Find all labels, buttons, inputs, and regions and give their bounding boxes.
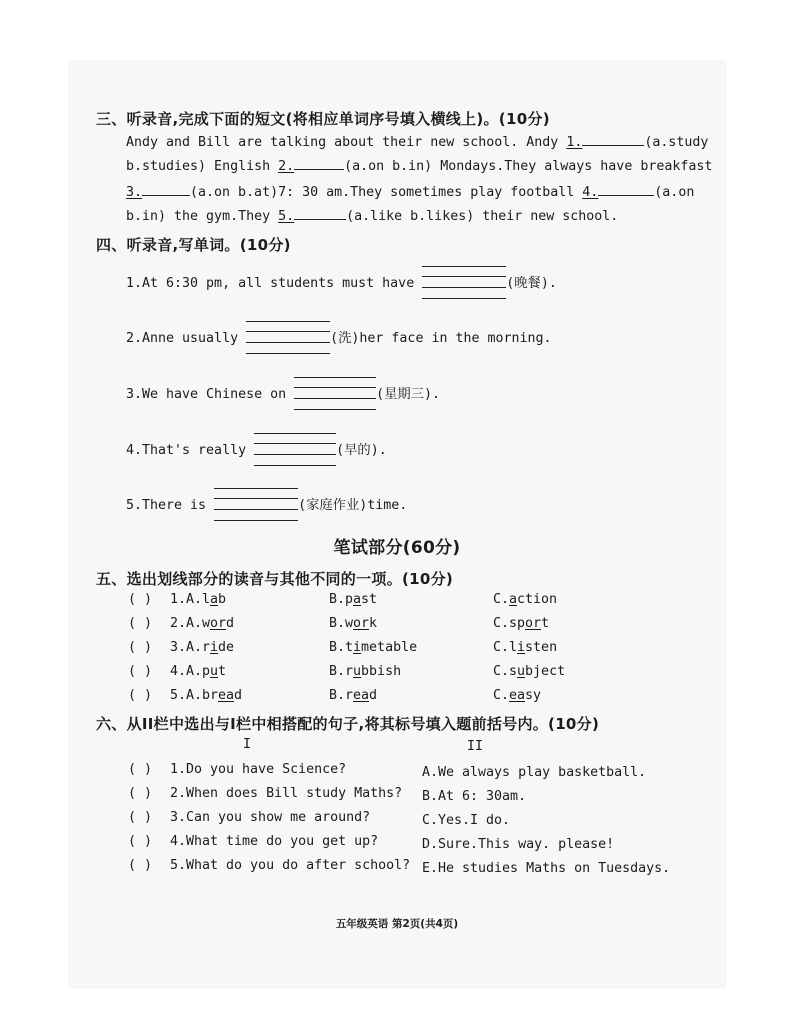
- option-a: [186, 664, 226, 679]
- option-b: [329, 688, 377, 703]
- blank-number-1: 1.: [566, 135, 583, 150]
- passage-line-4: [126, 207, 618, 224]
- word-item-4: [126, 433, 387, 467]
- passage-line-2: [126, 157, 712, 174]
- option-c: [493, 640, 557, 655]
- question-text: 2.When does Bill study Maths?: [170, 786, 403, 801]
- item-hint: (早的).: [336, 443, 387, 458]
- blank-number-5: 5.: [278, 209, 295, 224]
- option-text: ction: [517, 592, 558, 607]
- option-text: d: [369, 688, 378, 703]
- word-item-5: [126, 488, 407, 522]
- question-number: 1.: [170, 592, 187, 607]
- blank-number-2: 2.: [278, 159, 295, 174]
- passage-text: b.studies) English: [126, 159, 279, 174]
- question-text: 1.Do you have Science?: [170, 762, 347, 777]
- underlined-letters: a: [210, 592, 219, 607]
- option-c: [493, 592, 557, 607]
- word-item-1: [126, 266, 557, 300]
- passage-line-3: [126, 183, 694, 200]
- item-hint: (晚餐).: [506, 276, 557, 291]
- option-text: C.: [493, 592, 510, 607]
- option-text: k: [369, 616, 378, 631]
- passage-text: b.in) the gym.They: [126, 209, 279, 224]
- option-text: t: [218, 664, 227, 679]
- answer-paren[interactable]: ( ): [128, 858, 153, 873]
- option-text: B.t: [329, 640, 354, 655]
- option-text: C.l: [493, 640, 518, 655]
- option-text: B.r: [329, 688, 354, 703]
- question-number: 4.: [170, 664, 187, 679]
- passage-line-1: [126, 133, 708, 150]
- underlined-letters: or: [353, 616, 370, 631]
- option-text: d: [226, 616, 235, 631]
- question-number: 3.: [170, 640, 187, 655]
- option-c: [493, 616, 549, 631]
- handwriting-lines[interactable]: [422, 266, 506, 300]
- underlined-letters: u: [353, 664, 362, 679]
- answer-paren[interactable]: ( ): [128, 592, 153, 607]
- answer-option: A.We always play basketball.: [422, 765, 647, 780]
- underlined-letters: i: [210, 640, 219, 655]
- section4-title: 四、听录音,写单词。(10分): [96, 236, 291, 254]
- option-text: st: [361, 592, 378, 607]
- passage-text: (a.on: [654, 185, 695, 200]
- option-text: A.r: [186, 640, 211, 655]
- option-text: C.: [493, 688, 510, 703]
- option-text: A.br: [186, 688, 219, 703]
- blank-number-4: 4.: [582, 185, 599, 200]
- item-hint: (家庭作业)time.: [298, 498, 408, 513]
- underlined-letters: u: [517, 664, 526, 679]
- answer-paren[interactable]: ( ): [128, 616, 153, 631]
- word-item-2: [126, 321, 552, 355]
- answer-blank-3[interactable]: [142, 183, 190, 196]
- blank-number-3: 3.: [126, 185, 143, 200]
- item-text: 4.That's really: [126, 443, 247, 458]
- option-a: [186, 640, 234, 655]
- passage-text: Andy and Bill are talking about their new school. Andy: [126, 135, 567, 150]
- answer-paren[interactable]: ( ): [128, 762, 153, 777]
- answer-paren[interactable]: ( ): [128, 786, 153, 801]
- question-text: 4.What time do you get up?: [170, 834, 379, 849]
- option-b: [329, 616, 377, 631]
- underlined-letters: a: [353, 592, 362, 607]
- question-text: 3.Can you show me around?: [170, 810, 371, 825]
- item-hint: (洗)her face in the morning.: [330, 331, 552, 346]
- answer-blank-4[interactable]: [598, 183, 654, 196]
- option-text: C.sp: [493, 616, 526, 631]
- handwriting-lines[interactable]: [246, 321, 330, 355]
- answer-paren[interactable]: ( ): [128, 834, 153, 849]
- option-text: t: [541, 616, 550, 631]
- option-text: sy: [525, 688, 542, 703]
- item-text: 3.We have Chinese on: [126, 387, 287, 402]
- question-text: 5.What do you do after school?: [170, 858, 411, 873]
- item-hint: (星期三).: [376, 387, 441, 402]
- option-text: bbish: [361, 664, 402, 679]
- passage-text: (a.on b.in) Mondays.They always have breakfast: [344, 159, 713, 174]
- option-text: B.r: [329, 664, 354, 679]
- option-text: b: [218, 592, 227, 607]
- passage-text: (a.study: [644, 135, 709, 150]
- item-text: 5.There is: [126, 498, 207, 513]
- answer-option: E.He studies Maths on Tuesdays.: [422, 861, 671, 876]
- answer-blank-1[interactable]: [582, 133, 644, 146]
- option-text: sten: [525, 640, 558, 655]
- underlined-letters: or: [525, 616, 542, 631]
- underlined-letters: a: [509, 592, 518, 607]
- option-text: metable: [361, 640, 418, 655]
- answer-paren[interactable]: ( ): [128, 640, 153, 655]
- option-a: [186, 616, 234, 631]
- underlined-letters: ea: [353, 688, 370, 703]
- option-c: [493, 664, 565, 679]
- option-b: [329, 664, 401, 679]
- section6-title: 六、从II栏中选出与I栏中相搭配的句子,将其标号填入题前括号内。(10分): [96, 715, 600, 733]
- exam-paper: [70, 62, 725, 987]
- answer-option: D.Sure.This way. please!: [422, 837, 615, 852]
- option-text: bject: [525, 664, 566, 679]
- option-text: B.w: [329, 616, 354, 631]
- section3-title: 三、听录音,完成下面的短文(将相应单词序号填入横线上)。(10分): [96, 110, 550, 128]
- answer-paren[interactable]: ( ): [128, 688, 153, 703]
- option-b: [329, 640, 417, 655]
- option-a: [186, 688, 242, 703]
- underlined-letters: ea: [218, 688, 235, 703]
- passage-text: (a.on b.at)7: 30 am.They sometimes play football: [190, 185, 583, 200]
- option-c: [493, 688, 541, 703]
- option-text: A.p: [186, 664, 211, 679]
- page-footer: 五年级英语 第2页(共4页): [335, 918, 459, 930]
- item-text: 2.Anne usually: [126, 331, 239, 346]
- option-text: C.s: [493, 664, 518, 679]
- item-text: 1.At 6:30 pm, all students must have: [126, 276, 415, 291]
- answer-blank-2[interactable]: [294, 157, 344, 170]
- column-1-header: I: [243, 737, 252, 752]
- answer-paren[interactable]: ( ): [128, 664, 153, 679]
- underlined-letters: i: [353, 640, 362, 655]
- answer-option: C.Yes.I do.: [422, 813, 511, 828]
- option-text: B.p: [329, 592, 354, 607]
- word-item-3: [126, 377, 440, 411]
- section5-title: 五、选出划线部分的读音与其他不同的一项。(10分): [96, 570, 454, 588]
- underlined-letters: ea: [509, 688, 526, 703]
- option-text: A.w: [186, 616, 211, 631]
- option-text: de: [218, 640, 235, 655]
- question-number: 5.: [170, 688, 187, 703]
- option-a: [186, 592, 226, 607]
- passage-text: (a.like b.likes) their new school.: [346, 209, 619, 224]
- underlined-letters: u: [210, 664, 219, 679]
- written-part-heading: 笔试部分(60分): [333, 538, 461, 558]
- answer-option: B.At 6: 30am.: [422, 789, 527, 804]
- question-number: 2.: [170, 616, 187, 631]
- handwriting-lines[interactable]: [214, 488, 298, 522]
- column-2-header: II: [467, 739, 484, 754]
- option-b: [329, 592, 377, 607]
- underlined-letters: i: [517, 640, 526, 655]
- answer-paren[interactable]: ( ): [128, 810, 153, 825]
- handwriting-lines[interactable]: [294, 377, 376, 411]
- answer-blank-5[interactable]: [294, 207, 346, 220]
- option-text: A.l: [186, 592, 211, 607]
- handwriting-lines[interactable]: [254, 433, 336, 467]
- underlined-letters: or: [210, 616, 227, 631]
- option-text: d: [234, 688, 243, 703]
